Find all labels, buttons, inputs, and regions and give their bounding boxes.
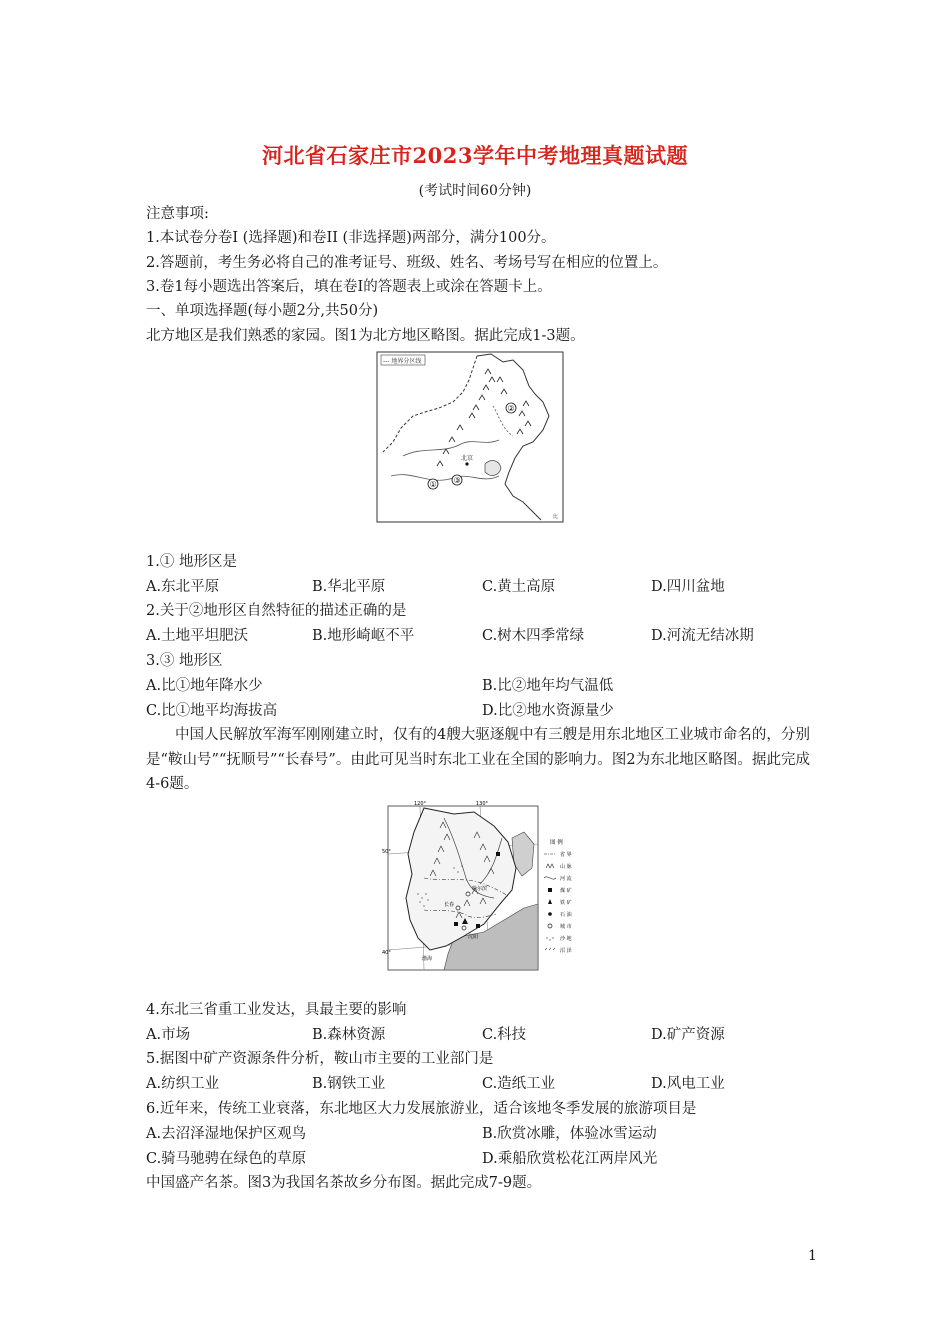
figure1-north-map (373, 346, 569, 530)
question-5-options (146, 1074, 810, 1094)
figure2-northeast-map (384, 798, 596, 978)
option-b: B.钢铁工业 (312, 1076, 386, 1092)
figure1-legend: --- 地界分区线 (383, 358, 422, 365)
question-6-stem: 6.近年来，传统工业衰落，东北地区大力发展旅游业，适合该地冬季发展的旅游项目是 (146, 1101, 697, 1117)
option-d: D.河流无结冰期 (651, 628, 754, 644)
option-a: A.比①地年降水少 (146, 678, 263, 694)
figure2-lon-120: 120° (414, 801, 427, 807)
figure2-intro: 中国人民解放军海军刚刚建立时，仅有的4艘大驱逐舰中有三艘是用东北地区工业城市命名的，分别是“鞍山号”“抚顺号”“长春号”。由此可见当时东北工业在全国的影响力。图2为东北地区略图。据此完成4-6题。 (146, 727, 810, 792)
figure2-lat-50: 50° (382, 849, 391, 855)
svg-text:铁 矿: 铁 矿 (560, 900, 572, 906)
svg-text:沙 地: 沙 地 (560, 936, 572, 942)
svg-text:省 界: 省 界 (560, 852, 572, 858)
question-3-options-row1 (146, 676, 810, 696)
option-d: D.比②地水资源量少 (482, 703, 614, 719)
option-c: C.造纸工业 (482, 1076, 556, 1092)
figure2-label-shenyang: 沈阳 (468, 934, 479, 940)
option-c: C.骑马驰骋在绿色的草原 (146, 1151, 307, 1167)
question-3-stem: 3.③ 地形区 (146, 653, 223, 669)
figure2-label-changchun: 长春 (444, 902, 455, 908)
page-number: 1 (808, 1248, 817, 1264)
question-4-stem: 4.东北三省重工业发达，具最主要的影响 (146, 1002, 407, 1018)
option-a: A.纺织工业 (146, 1076, 220, 1092)
option-b: B.森林资源 (312, 1027, 386, 1043)
option-d: D.乘船欣赏松花江两岸风光 (482, 1151, 658, 1167)
option-c: C.比①地平均海拔高 (146, 703, 278, 719)
section-heading: 一、单项选择题(每小题2分,共50分) (146, 303, 379, 319)
figure1-label-3: ③ (453, 476, 461, 485)
option-b: B.欣赏冰雕，体验冰雪运动 (482, 1126, 657, 1142)
notice-heading: 注意事项: (146, 206, 209, 222)
question-6-options-row1 (146, 1124, 810, 1144)
notice-item: 2.答题前，考生务必将自己的准考证号、班级、姓名、考场号写在相应的位置上。 (146, 255, 668, 271)
svg-text:城 市: 城 市 (560, 924, 572, 930)
figure2-lat-40: 40° (382, 950, 391, 956)
question-3-options-row2 (146, 701, 810, 721)
figure1-label-2: ② (507, 404, 515, 413)
figure2-label-harbin: 哈尔滨 (472, 886, 488, 892)
question-2-options (146, 626, 810, 646)
figure1-label-beijing: 北京 (461, 455, 474, 462)
page-title: 河北省石家庄市2023学年中考地理真题试题 (262, 143, 688, 168)
option-b: B.华北平原 (312, 579, 386, 595)
question-1-stem: 1.① 地形区是 (146, 554, 237, 570)
svg-text:煤 矿: 煤 矿 (560, 888, 572, 894)
svg-text:山 脉: 山 脉 (560, 864, 572, 870)
option-d: D.矿产资源 (651, 1027, 725, 1043)
option-c: C.树木四季常绿 (482, 628, 585, 644)
option-a: A.土地平坦肥沃 (146, 628, 249, 644)
option-d: D.风电工业 (651, 1076, 725, 1092)
figure1-intro: 北方地区是我们熟悉的家园。图1为北方地区略图。据此完成1-3题。 (146, 328, 585, 344)
option-a: A.去沼泽湿地保护区观鸟 (146, 1126, 307, 1142)
notice-item: 3.卷1每小题选出答案后，填在卷Ⅰ的答题表上或涂在答题卡上。 (146, 279, 552, 295)
svg-text:河 流: 河 流 (560, 876, 572, 882)
exam-duration: (考试时间60分钟) (418, 183, 532, 199)
figure1-scale: 比 (553, 514, 559, 520)
option-a: A.市场 (146, 1027, 191, 1043)
figure3-intro: 中国盛产名茶。图3为我国名茶故乡分布图。据此完成7-9题。 (146, 1175, 542, 1191)
figure2-legend-title: 图 例 (550, 840, 563, 846)
figure1-label-1: ① (429, 480, 437, 489)
figure2-lon-130: 130° (476, 801, 489, 807)
svg-text:石 油: 石 油 (560, 912, 572, 918)
option-c: C.科技 (482, 1027, 527, 1043)
figure2-label-bohai: 渤海 (422, 956, 433, 962)
option-d: D.四川盆地 (651, 579, 725, 595)
question-6-options-row2 (146, 1149, 810, 1169)
option-c: C.黄土高原 (482, 579, 556, 595)
question-5-stem: 5.据图中矿产资源条件分析，鞍山市主要的工业部门是 (146, 1051, 494, 1067)
notice-item: 1.本试卷分卷Ⅰ (选择题)和卷II (非选择题)两部分，满分100分。 (146, 230, 556, 246)
option-a: A.东北平原 (146, 579, 220, 595)
question-2-stem: 2.关于②地形区自然特征的描述正确的是 (146, 603, 407, 619)
question-4-options (146, 1025, 810, 1045)
option-b: B.地形崎岖不平 (312, 628, 415, 644)
question-1-options (146, 577, 810, 597)
svg-text:沼 泽: 沼 泽 (560, 948, 572, 954)
option-b: B.比②地年均气温低 (482, 678, 614, 694)
